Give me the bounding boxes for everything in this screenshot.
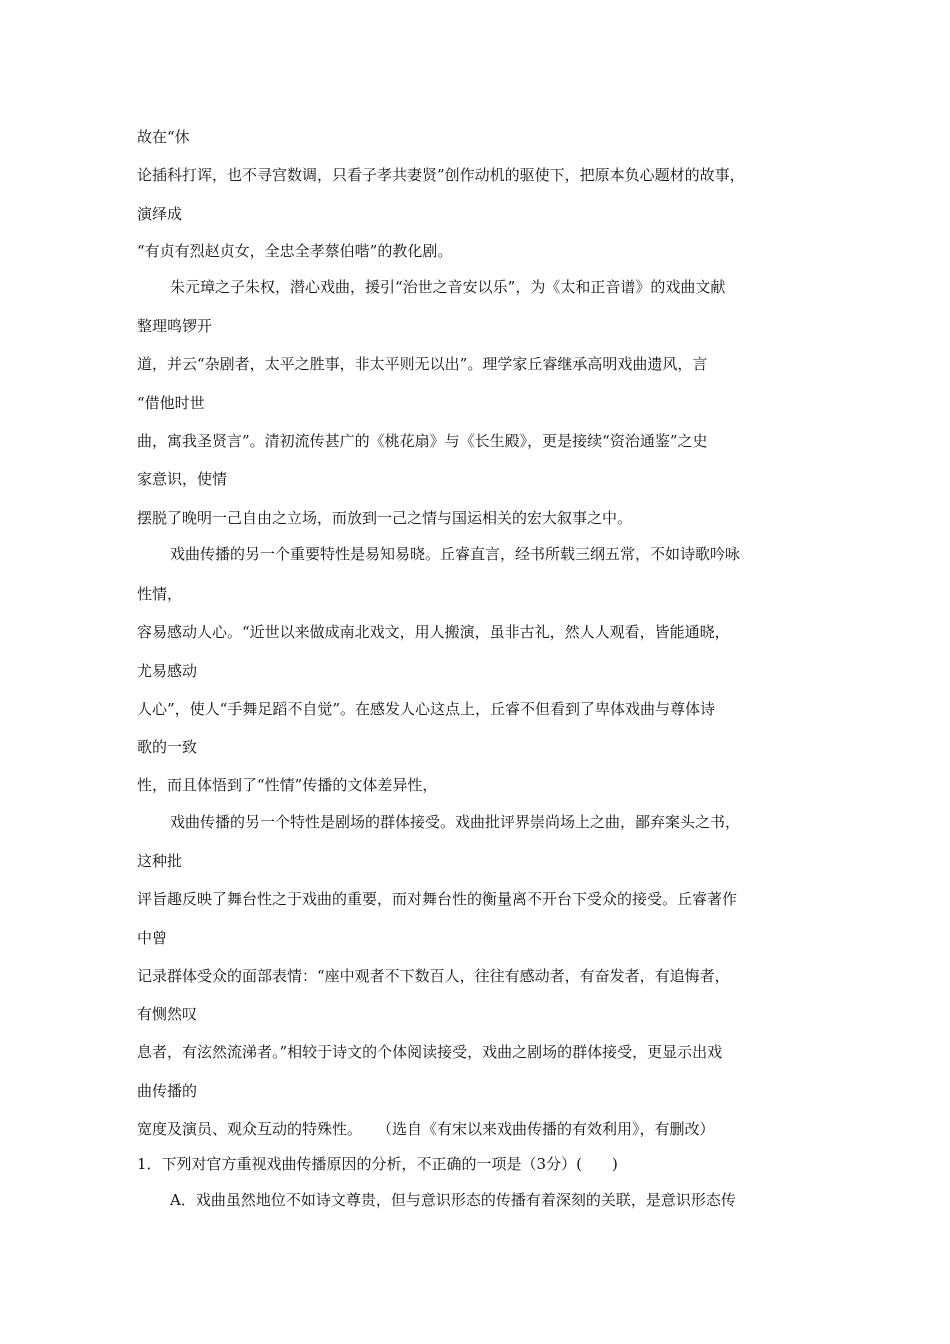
text-line: 曲，寓我圣贤言”。清初流传甚广的《桃花扇》与《长生殿》，更是接续“资治通鉴”之史	[137, 432, 708, 450]
text-line: 性，而且体悟到了“性情”传播的文体差异性，	[137, 776, 438, 794]
text-line: 演绎成	[137, 205, 183, 223]
text-line: 中曾	[137, 929, 168, 947]
text-line: 整理鸣锣开	[137, 317, 213, 335]
text-line: 道，并云“杂剧者，太平之胜事，非太平则无以出”。理学家丘睿继承高明戏曲遗风，言	[137, 355, 708, 373]
text-line: 性情，	[137, 585, 183, 603]
text-line: 有恻然叹	[137, 1005, 198, 1023]
text-line: 息者，有泫然流涕者。”相较于诗文的个体阅读接受，戏曲之剧场的群体接受，更显示出戏	[137, 1043, 723, 1061]
text-line: 容易感动人心。“近世以来做成南北戏文，用人搬演，虽非古礼，然人人观看，皆能通晓，	[137, 623, 730, 641]
text-line: 评旨趣反映了舞台性之于戏曲的重要，而对舞台性的衡量离不开台下受众的接受。丘睿著作	[137, 890, 738, 908]
text-line: 记录群体受众的面部表情：“座中观者不下数百人，往往有感动者，有奋发者，有追悔者，	[137, 967, 730, 985]
paragraph-start-line: 朱元璋之子朱权，潜心戏曲，援引“治世之音安以乐”，为《太和正音谱》的戏曲文献	[170, 278, 726, 296]
text-line: 人心”，使人“手舞足蹈不自觉”。在感发人心这点上，丘睿不但看到了卑体戏曲与尊体诗	[137, 700, 716, 718]
text-line: 曲传播的	[137, 1082, 198, 1100]
paragraph-start-line: 戏曲传播的另一个重要特性是易知易晓。丘睿直言，经书所载三纲五常，不如诗歌吟咏	[170, 545, 741, 563]
text-line: 这种批	[137, 852, 183, 870]
question-option-a: A．戏曲虽然地位不如诗文尊贵，但与意识形态的传播有着深刻的关联，是意识形态传	[170, 1191, 736, 1209]
text-line: 故在“休	[137, 128, 190, 146]
question-stem: 1．下列对官方重视戏曲传播原因的分析，不正确的一项是（3分）( )	[137, 1155, 618, 1173]
source-citation-line: 宽度及演员、观众互动的特殊性。 （选自《有宋以来戏曲传播的有效利用》，有删改）	[137, 1120, 715, 1138]
text-line: 论插科打诨，也不寻宫数调，只看子孝共妻贤”创作动机的驱使下，把原本负心题材的故事，	[137, 166, 745, 184]
text-line: 家意识，使情	[137, 470, 228, 488]
paragraph-start-line: 戏曲传播的另一个特性是剧场的群体接受。戏曲批评界崇尚场上之曲，鄙弃案头之书，	[170, 813, 741, 831]
text-line: “借他时世	[137, 394, 205, 412]
text-line: 尤易感动	[137, 662, 198, 680]
text-line: 歌的一致	[137, 738, 198, 756]
text-line: 摆脱了晚明一己自由之立场，而放到一己之情与国运相关的宏大叙事之中。	[137, 509, 633, 527]
text-line: “有贞有烈赵贞女，全忠全孝蔡伯喈”的教化剧。	[137, 242, 453, 260]
